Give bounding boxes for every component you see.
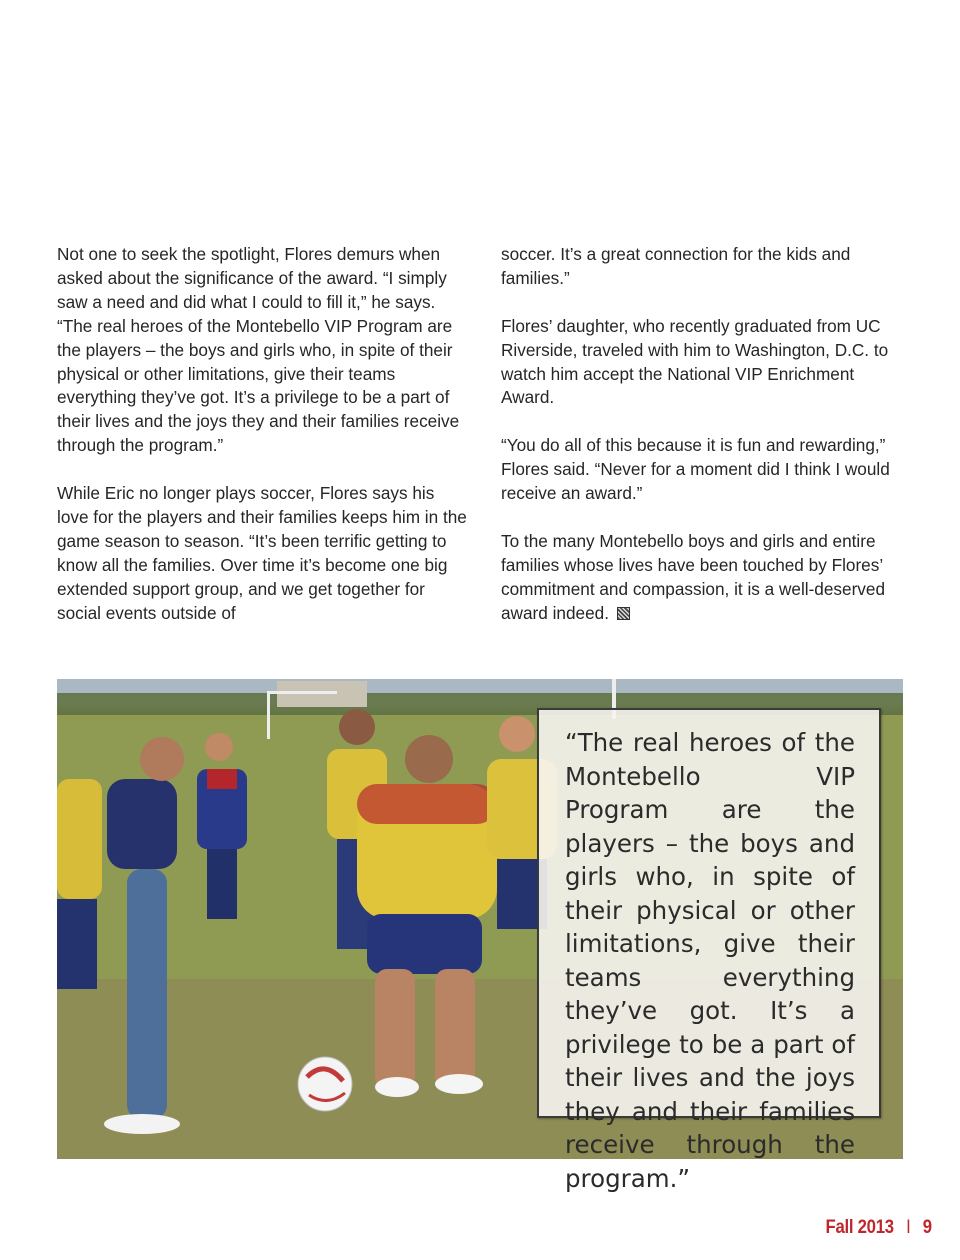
article-column-right (501, 243, 901, 649)
paragraph: soccer. It’s a great connection for the kids and families.” (501, 244, 851, 288)
paragraph: “You do all of this because it is fun and rewarding,” Flores said. “Never for a moment did I think I would receive an award.” (501, 435, 890, 504)
pull-quote-box (537, 708, 881, 1193)
issue-label: Fall 2013 (825, 1217, 894, 1238)
page-number: 9 (922, 1217, 932, 1238)
end-of-story-icon (617, 607, 630, 620)
pull-quote-text: “The real heroes of the Montebello VIP Program are the players – the boys and girls who, in spite of their physical or other limitations, give their teams everything they’ve got. It’s a privilege to be a part of their lives and the joys they and their families receive through the program.” (565, 728, 855, 1193)
paragraph-text: To the many Montebello boys and girls and entire families whose lives have been touched by Flores’ commitment and compassion, it is a well-deserved award indeed. (501, 530, 886, 623)
paragraph: Flores’ daughter, who recently graduated from UC Riverside, traveled with him to Washington, D.C. to watch him accept the National VIP Enrichment Award. (501, 315, 889, 408)
paragraph-final (501, 530, 901, 626)
paragraph: Not one to seek the spotlight, Flores demurs when asked about the significance of the award. “I simply saw a need and did what I could to fill it,” he says. “The real heroes of the Montebello VIP Program are the players – the boys and girls who, in spite of their physical or other limitations, give their teams everything they’ve got. It’s a privilege to be a part of their lives and the joys they and their families receive through the program.” (57, 244, 460, 456)
page-footer (826, 1217, 932, 1239)
footer-separator: I (906, 1217, 911, 1238)
paragraph: While Eric no longer plays soccer, Flores says his love for the players and their families keeps him in the game season to season. “It’s been terrific getting to know all the families. Over time it’s become one big extended support group, and we get together for social events outside of (57, 483, 467, 623)
article-column-left (57, 243, 467, 649)
